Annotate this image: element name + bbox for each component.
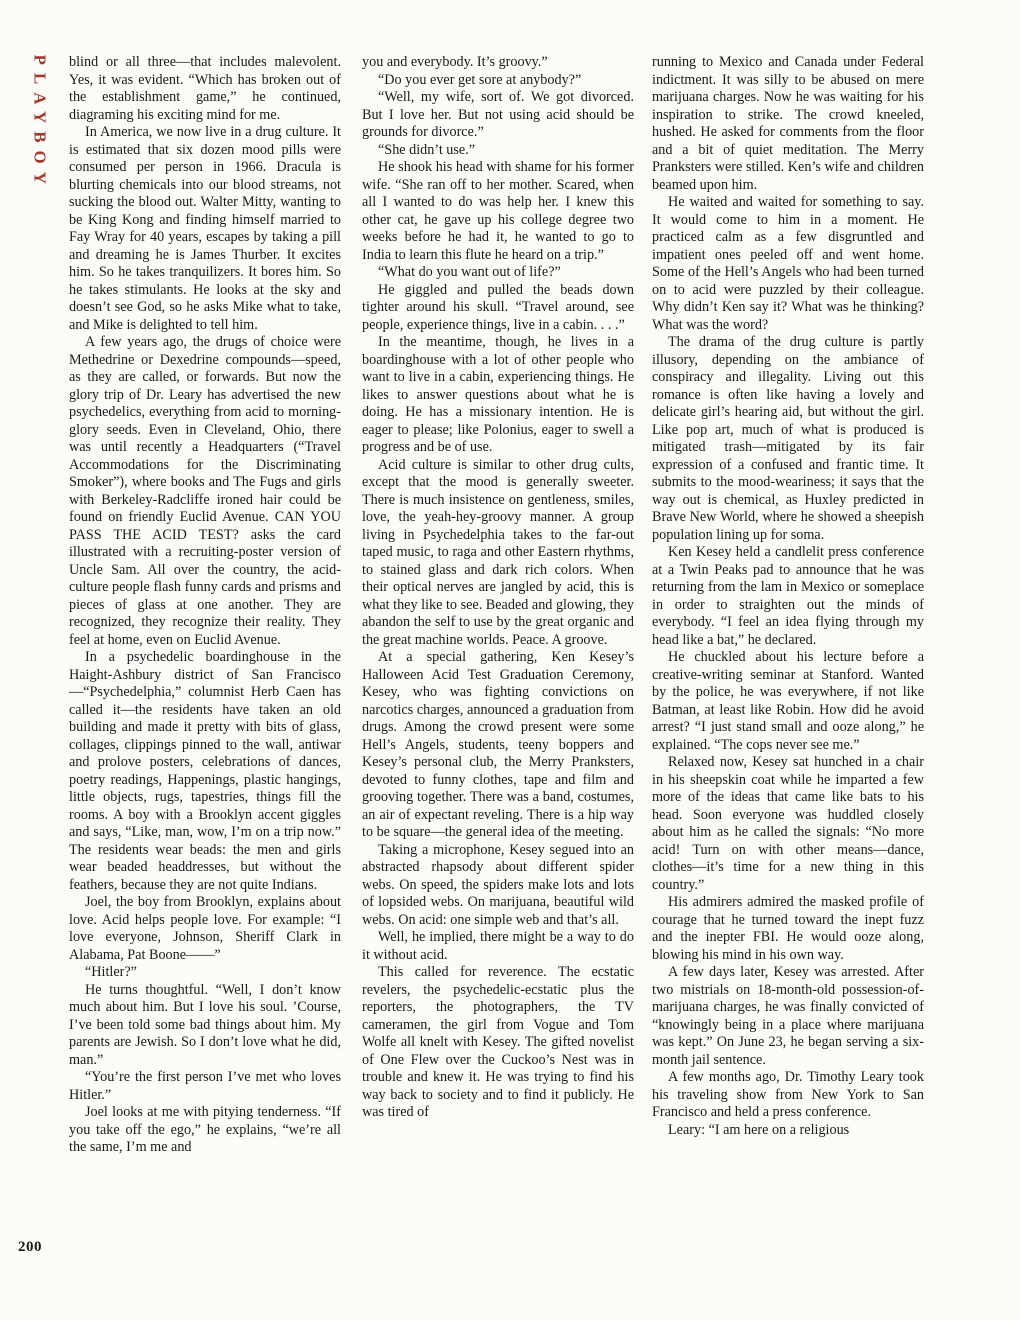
paragraph: Relaxed now, Kesey sat hunched in a chair in his sheepskin coat while he imparted a few more of the ideas that came like bats to his head. Soon everyone was huddled closely about him as he called the signals: “No more acid! Turn on with other means—dance, clothes—it’s time for a new thing in this country.”: [652, 754, 924, 893]
paragraph: A few days later, Kesey was arrested. After two mistrials on 18-month-old possession-of-marijuana charges, he was finally convicted of “knowingly being in a place where marijuana was kept.” On June 23, he began serving a six-month jail sentence.: [652, 964, 924, 1068]
masthead-text: PLAYBOY: [30, 54, 50, 193]
paragraph: He turns thoughtful. “Well, I don’t know much about him. But I love his soul. ’Course, I’ve been told some bad things about him. My parents are Jewish. So I don’t love what he did, man.”: [69, 981, 341, 1068]
paragraph: “You’re the first person I’ve met who loves Hitler.”: [69, 1069, 341, 1103]
page-number: 200: [18, 1239, 42, 1255]
paragraph: A few years ago, the drugs of choice were Methedrine or Dexedrine compounds—speed, as they are called, or forwards. But now the glory trip of Dr. Leary has advertised the new psychedelics, everything from acid to morning-glory seeds. Even in Cleveland, Ohio, there was until recently a Headquarters (“Travel Accommodations for the Discriminating Smoker”), where books and The Fugs and girls with Berkeley-Radcliffe ironed hair could be found on friendly Euclid Avenue. CAN YOU PASS THE ACID TEST? asks the card illustrated with a recruiting-poster version of Uncle Sam. All over the country, the acid-culture people flash funny cards and prisms and pieces of glass at one another. They are recognized, they recognize their reality. They feel at home, even on Euclid Avenue.: [69, 334, 341, 648]
paragraph: He chuckled about his lecture before a creative-writing seminar at Stanford. Wanted by the police, he was everywhere, if not like Batman, at least like Robin. How did he avoid arrest? “I just stand small and ooze along,” he explained. “The cops never see me.”: [652, 649, 924, 753]
paragraph: running to Mexico and Canada under Federal indictment. It was silly to be abused on mere marijuana charges. Now he was waiting for his inspiration to strike. The crowd kneeled, hushed. He asked for comments from the floor and a bit of quiet meditation. The Merry Pranksters were stilled. Ken’s wife and children beamed upon him.: [652, 54, 924, 193]
paragraph: Well, he implied, there might be a way to do it without acid.: [362, 929, 634, 963]
column-2: [362, 54, 634, 1122]
paragraph: A few months ago, Dr. Timothy Leary took his traveling show from New York to San Francisco and held a press conference.: [652, 1069, 924, 1120]
paragraph: He giggled and pulled the beads down tighter around his skull. “Travel around, see people, experience things, live in a cabin. . . .”: [362, 281, 634, 333]
paragraph: At a special gathering, Ken Kesey’s Halloween Acid Test Graduation Ceremony, Kesey, who was fighting convictions on narcotics charges, announced a graduation from drugs. Among the crowd present were some Hell’s Angels, students, teeny boppers and Kesey’s personal club, the Merry Pranksters, devoted to funny clothes, tape and film and grooving together. There was a band, costumes, an air of expectant reveling. There is a hip way to be square—the general idea of the meeting.: [362, 649, 634, 840]
paragraph: Acid culture is similar to other drug cults, except that the mood is generally sweeter. There is much insistence on gentleness, smiles, love, the yeah-hey-groovy manner. A group living in Psychedelphia takes to the far-out taped music, to raga and other Eastern rhythms, to stained glass and dark rich colors. When their optical nerves are jangled by acid, this is what they like to see. Beaded and glowing, they abandon the self to use by the great organic and the great machine worlds. Peace. A groove.: [362, 456, 634, 648]
paragraph: Leary: “I am here on a religious: [668, 1121, 850, 1138]
paragraph: blind or all three—that includes malevolent. Yes, it was evident. “Which has broken out of the establishment game,” he continued, diagraming his exciting mind for me.: [69, 54, 341, 123]
paragraph: In the meantime, though, he lives in a boardinghouse with a lot of other people who want to live in a cabin, experiencing things. He likes to answer questions about what he is doing. He has a missionary intention. He is eager to please; like Polonius, eager to swell a progress and be of use.: [362, 334, 634, 455]
paragraph: “Hitler?”: [85, 964, 137, 980]
paragraph: In a psychedelic boardinghouse in the Haight-Ashbury district of San Francisco—“Psychedelphia,” columnist Herb Caen has called it—the residents have taken an old building and made it pretty with bits of glass, collages, clippings pinned to the wall, antiwar and prolove posters, celebrations of dances, poetry readings, Happenings, plastic hangings, little objects, rugs, tapestries, things fill the rooms. A boy with a Brooklyn accent giggles and says, “Like, man, wow, I’m on a trip now.” The residents wear beads: the men and girls wear beaded headdresses, but without the feathers, because they are not quite Indians.: [69, 649, 341, 893]
paragraph: you and everybody. It’s groovy.”: [362, 54, 548, 70]
paragraph: He waited and waited for something to say. It would come to him in a moment. He practiced calm as a few disgruntled and impatient ones peeled off and went home. Some of the Hell’s Angels who had been turned on to acid were puzzled by their colleague. Why didn’t Ken say it? What was he thinking? What was the word?: [652, 194, 924, 333]
paragraph: This called for reverence. The ecstatic revelers, the psychedelic-ecstatic plus the reporters, the photographers, the TV cameramen, the girl from Vogue and Tom Wolfe all knelt with Kesey. The gifted novelist of One Flew over the Cuckoo’s Nest was in trouble and knew it. He was trying to find his way back to society and to find it publicly. He was tired of: [362, 964, 634, 1120]
paragraph: His admirers admired the masked profile of courage that he turned toward the inept fuzz and the inepter FBI. He would ooze along, blowing his mind in his own way.: [652, 894, 924, 963]
paragraph: Joel, the boy from Brooklyn, explains about love. Acid helps people love. For example: “I love everyone, Johnson, Sheriff Clark in Alabama, Pat Boone——”: [69, 894, 341, 963]
paragraph: “She didn’t use.”: [378, 141, 476, 158]
paragraph: The drama of the drug culture is partly illusory, depending on the ambiance of conspiracy and illegality. Living out this romance is often like having a lovely and delicate girl’s hearing aid, but without the girl. Like pop art, much of what is produced is mitigated trash—mitigated by its fair expression of a confused and frantic time. It submits to the mood-weariness; it says that the way out is chemical, as Huxley predicted in Brave New World, where he showed a sheepish population lining up for soma.: [652, 334, 924, 543]
paragraph: “Well, my wife, sort of. We got divorced. But I love her. But not using acid should be grounds for divorce.”: [362, 89, 634, 140]
paragraph: “What do you want out of life?”: [378, 264, 561, 280]
column-1: [69, 54, 341, 1157]
paragraph: “Do you ever get sore at anybody?”: [378, 71, 582, 88]
paragraph: Taking a microphone, Kesey segued into an abstracted rhapsody about different spider webs. On speed, the spiders make lots and lots of lopsided webs. On marijuana, beautiful wild webs. On acid: one simple web and that’s all.: [362, 841, 634, 928]
paragraph: Ken Kesey held a candlelit press conference at a Twin Peaks pad to announce that he was returning from the lam in Mexico or someplace in order to straighten out the minds of everybody. “I feel an idea flying through my head like a bat,” he declared.: [652, 544, 924, 648]
paragraph: Joel looks at me with pitying tenderness. “If you take off the ego,” he explains, “we’re all the same, I’m me and: [69, 1104, 341, 1155]
column-3: [652, 54, 924, 1139]
paragraph: He shook his head with shame for his former wife. “She ran off to her mother. Scared, when all I wanted to do was help her. I knew this other cat, he gave up his college degree two weeks before he had it, he wanted to go to India to learn this flute he heard on a trip.”: [362, 159, 634, 263]
paragraph: In America, we now live in a drug culture. It is estimated that six dozen mood pills were consumed per person in 1966. Dracula is blurting chemicals into our blood streams, not sucking the blood out. Walter Mitty, wanting to be King Kong and finding himself married to Fay Wray for 40 years, escapes by taking a pill and dreaming he is James Thurber. It excites him. So he takes tranquilizers. It bores him. So he takes stimulants. He looks at the sky and doesn’t see God, so he asks Mike what to take, and Mike is delighted to tell him.: [69, 124, 341, 333]
